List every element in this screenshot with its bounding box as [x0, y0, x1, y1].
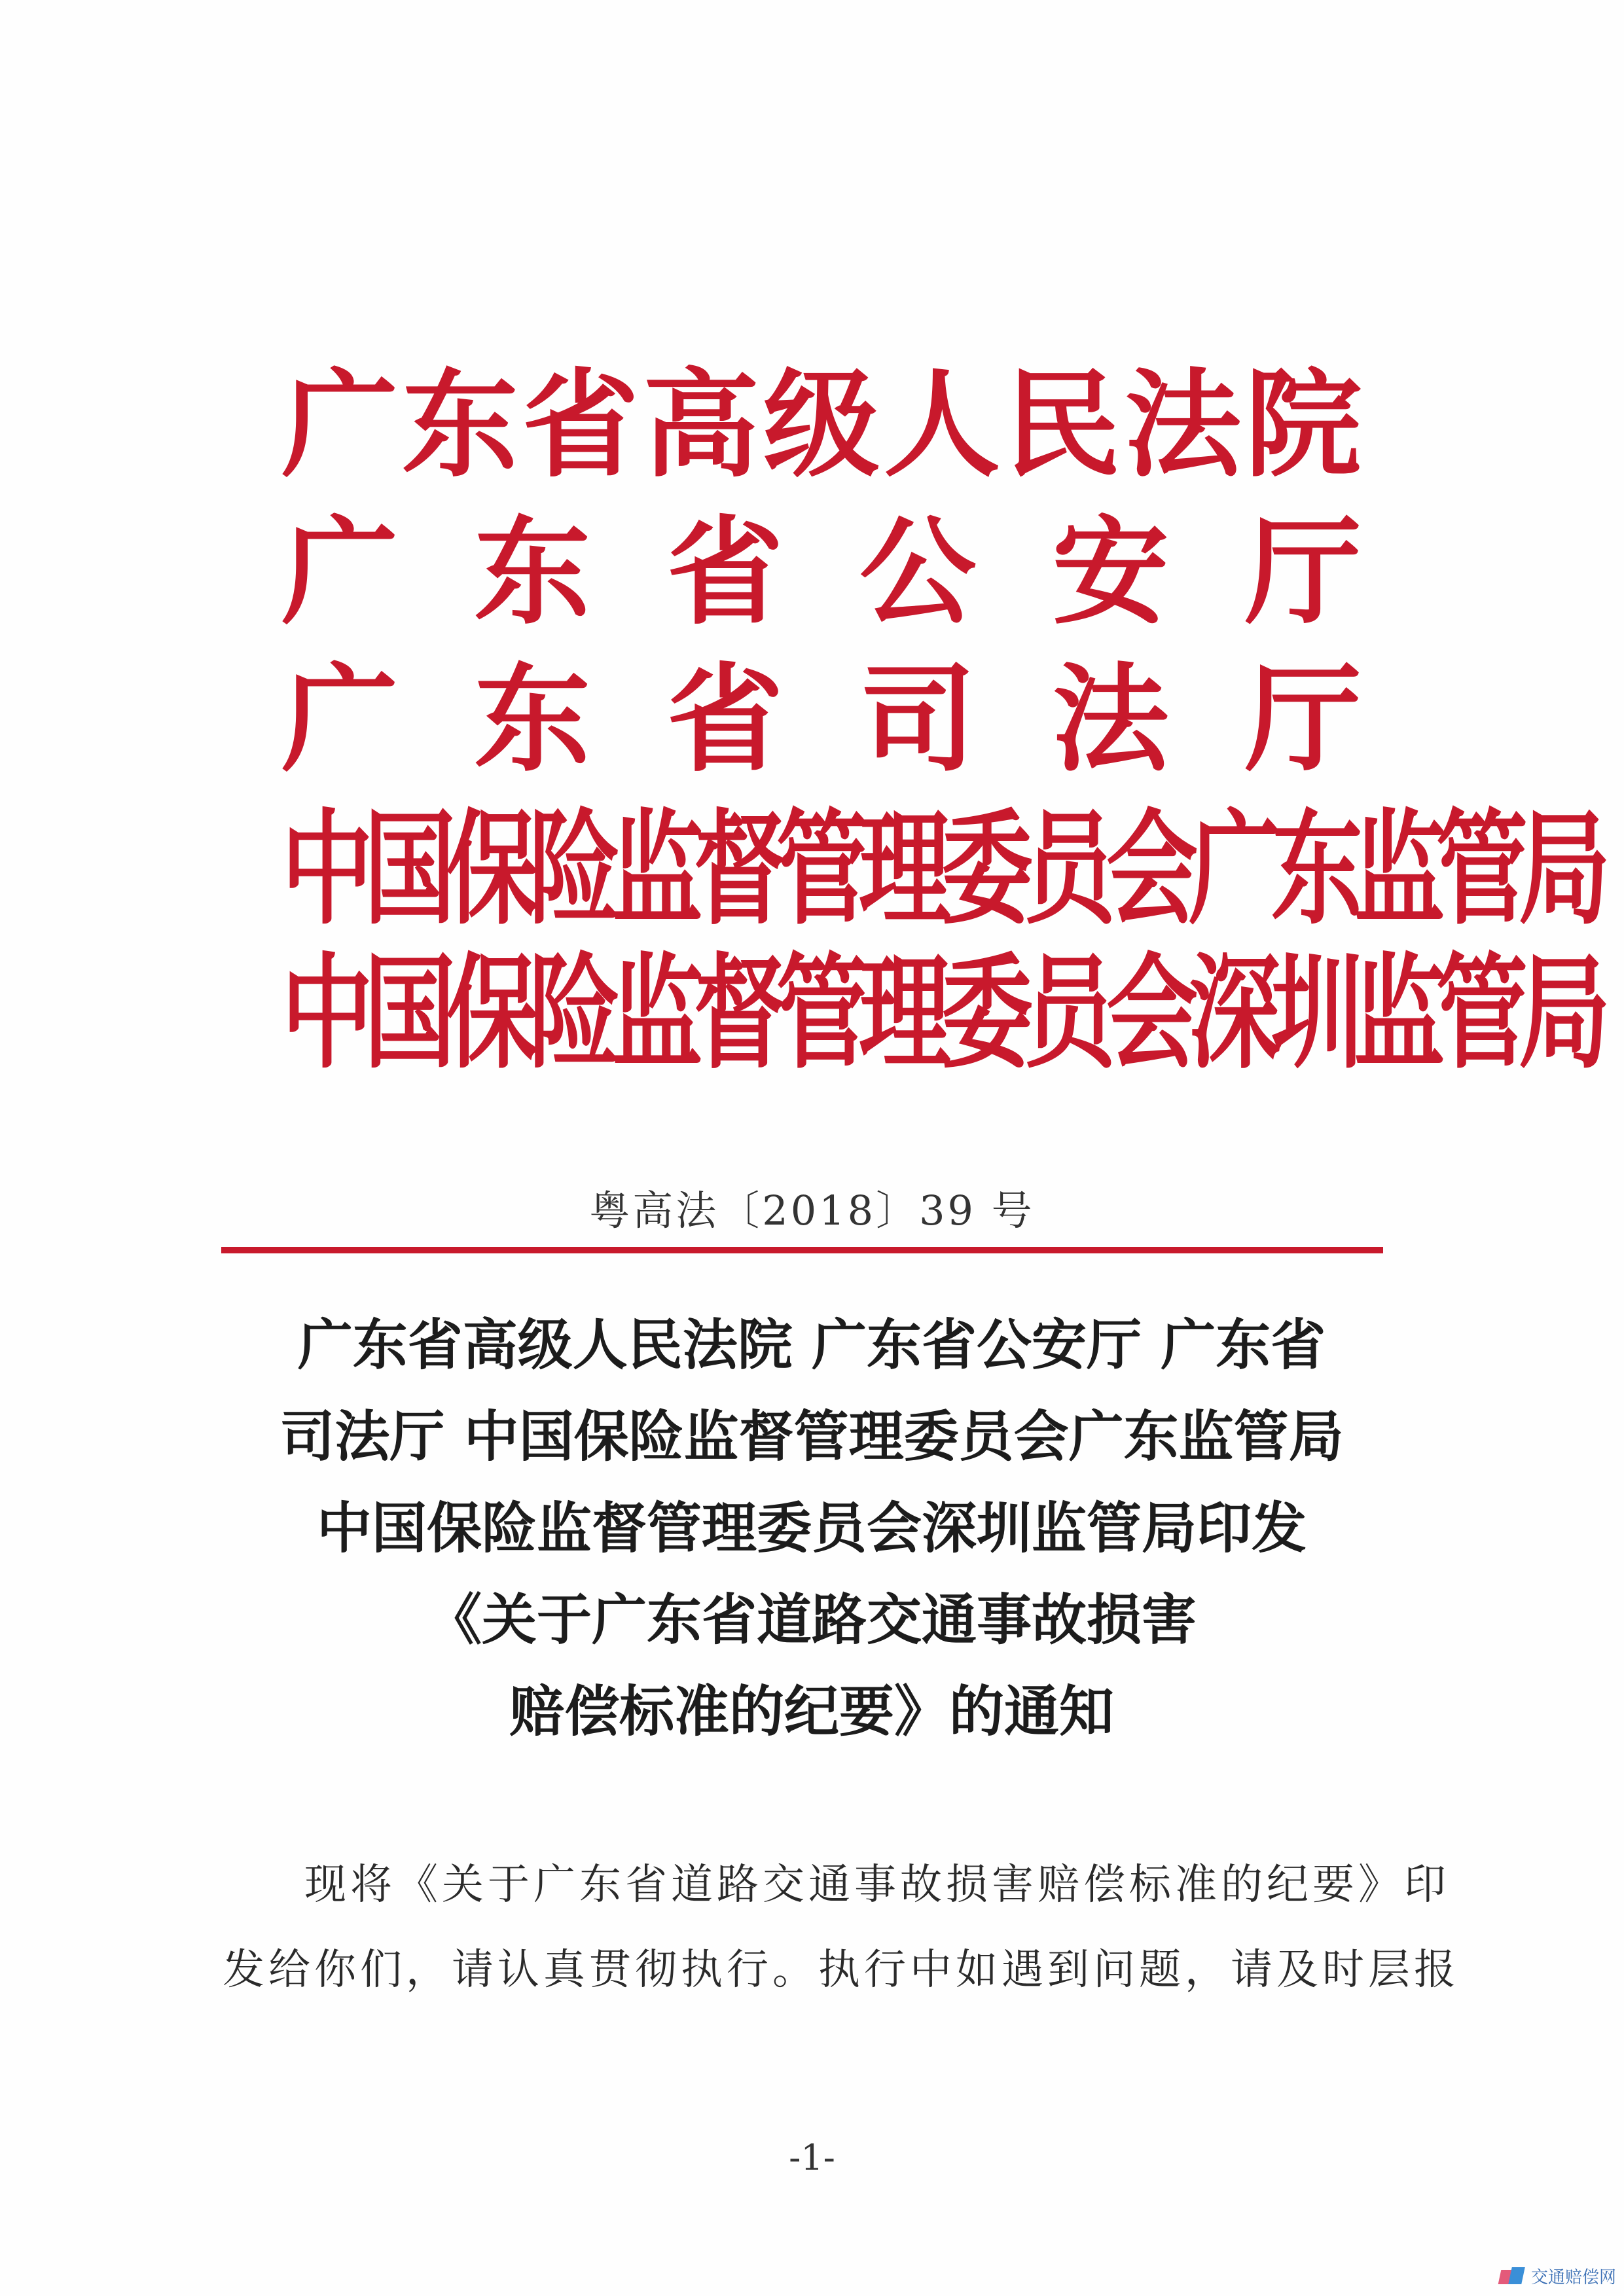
masthead-line-justice	[281, 648, 1362, 792]
masthead-char: 广	[281, 357, 398, 493]
title-line: 中国保险监督管理委员会深圳监管局印发	[316, 1496, 1307, 1560]
masthead-char: 省	[666, 652, 784, 787]
site-watermark	[1500, 2264, 1616, 2288]
masthead-char: 法	[1052, 652, 1169, 787]
masthead-char: 安	[1052, 505, 1169, 640]
red-divider	[221, 1247, 1383, 1253]
masthead-char: 广	[281, 505, 398, 640]
watermark-text: 交通赔偿网	[1530, 2268, 1616, 2287]
title-line: 司法厅 中国保险监督管理委员会广东监管局	[280, 1404, 1344, 1469]
masthead-char: 司	[859, 652, 977, 787]
masthead-char: 省	[666, 505, 784, 640]
masthead-char: 东	[402, 357, 518, 493]
document-title	[196, 1299, 1427, 1757]
title-line: 广东省高级人民法院 广东省公安厅 广东省	[297, 1312, 1326, 1377]
title-line: 《关于广东省道路交通事故损害	[426, 1587, 1197, 1652]
masthead-char: 院	[1245, 357, 1362, 493]
masthead-char: 厅	[1244, 505, 1362, 640]
masthead-line-police	[281, 501, 1362, 645]
masthead-text: 中国保险监督管理委员会广东监管局	[281, 798, 1602, 942]
masthead-line-court	[281, 353, 1362, 497]
masthead-char: 高	[643, 357, 759, 493]
masthead-char: 东	[474, 652, 591, 787]
masthead-text: 中国保险监督管理委员会深圳监管局	[281, 942, 1602, 1086]
masthead-char: 级	[763, 357, 880, 493]
masthead-char: 厅	[1244, 652, 1362, 787]
masthead-char: 东	[474, 505, 591, 640]
masthead-char: 公	[859, 505, 977, 640]
masthead-char: 民	[1004, 357, 1121, 493]
page-number: -1-	[789, 2137, 835, 2178]
masthead-char: 广	[281, 652, 398, 787]
site-logo-icon	[1500, 2266, 1526, 2287]
masthead-char: 省	[522, 357, 639, 493]
title-line: 赔偿标准的纪要》的通知	[509, 1679, 1114, 1744]
body-paragraph	[223, 1842, 1460, 2013]
body-line: 现将《关于广东省道路交通事故损害赔偿标准的纪要》印	[304, 1861, 1450, 1909]
masthead-char: 人	[884, 357, 1000, 493]
masthead-char: 法	[1125, 357, 1241, 493]
masthead-line-insurance-shenzhen	[281, 918, 1602, 1112]
body-line: 发给你们，请认真贯彻执行。执行中如遇到问题，请及时层报	[223, 1946, 1460, 1994]
document-number: 粤高法〔2018〕39 号	[589, 1187, 1035, 1234]
